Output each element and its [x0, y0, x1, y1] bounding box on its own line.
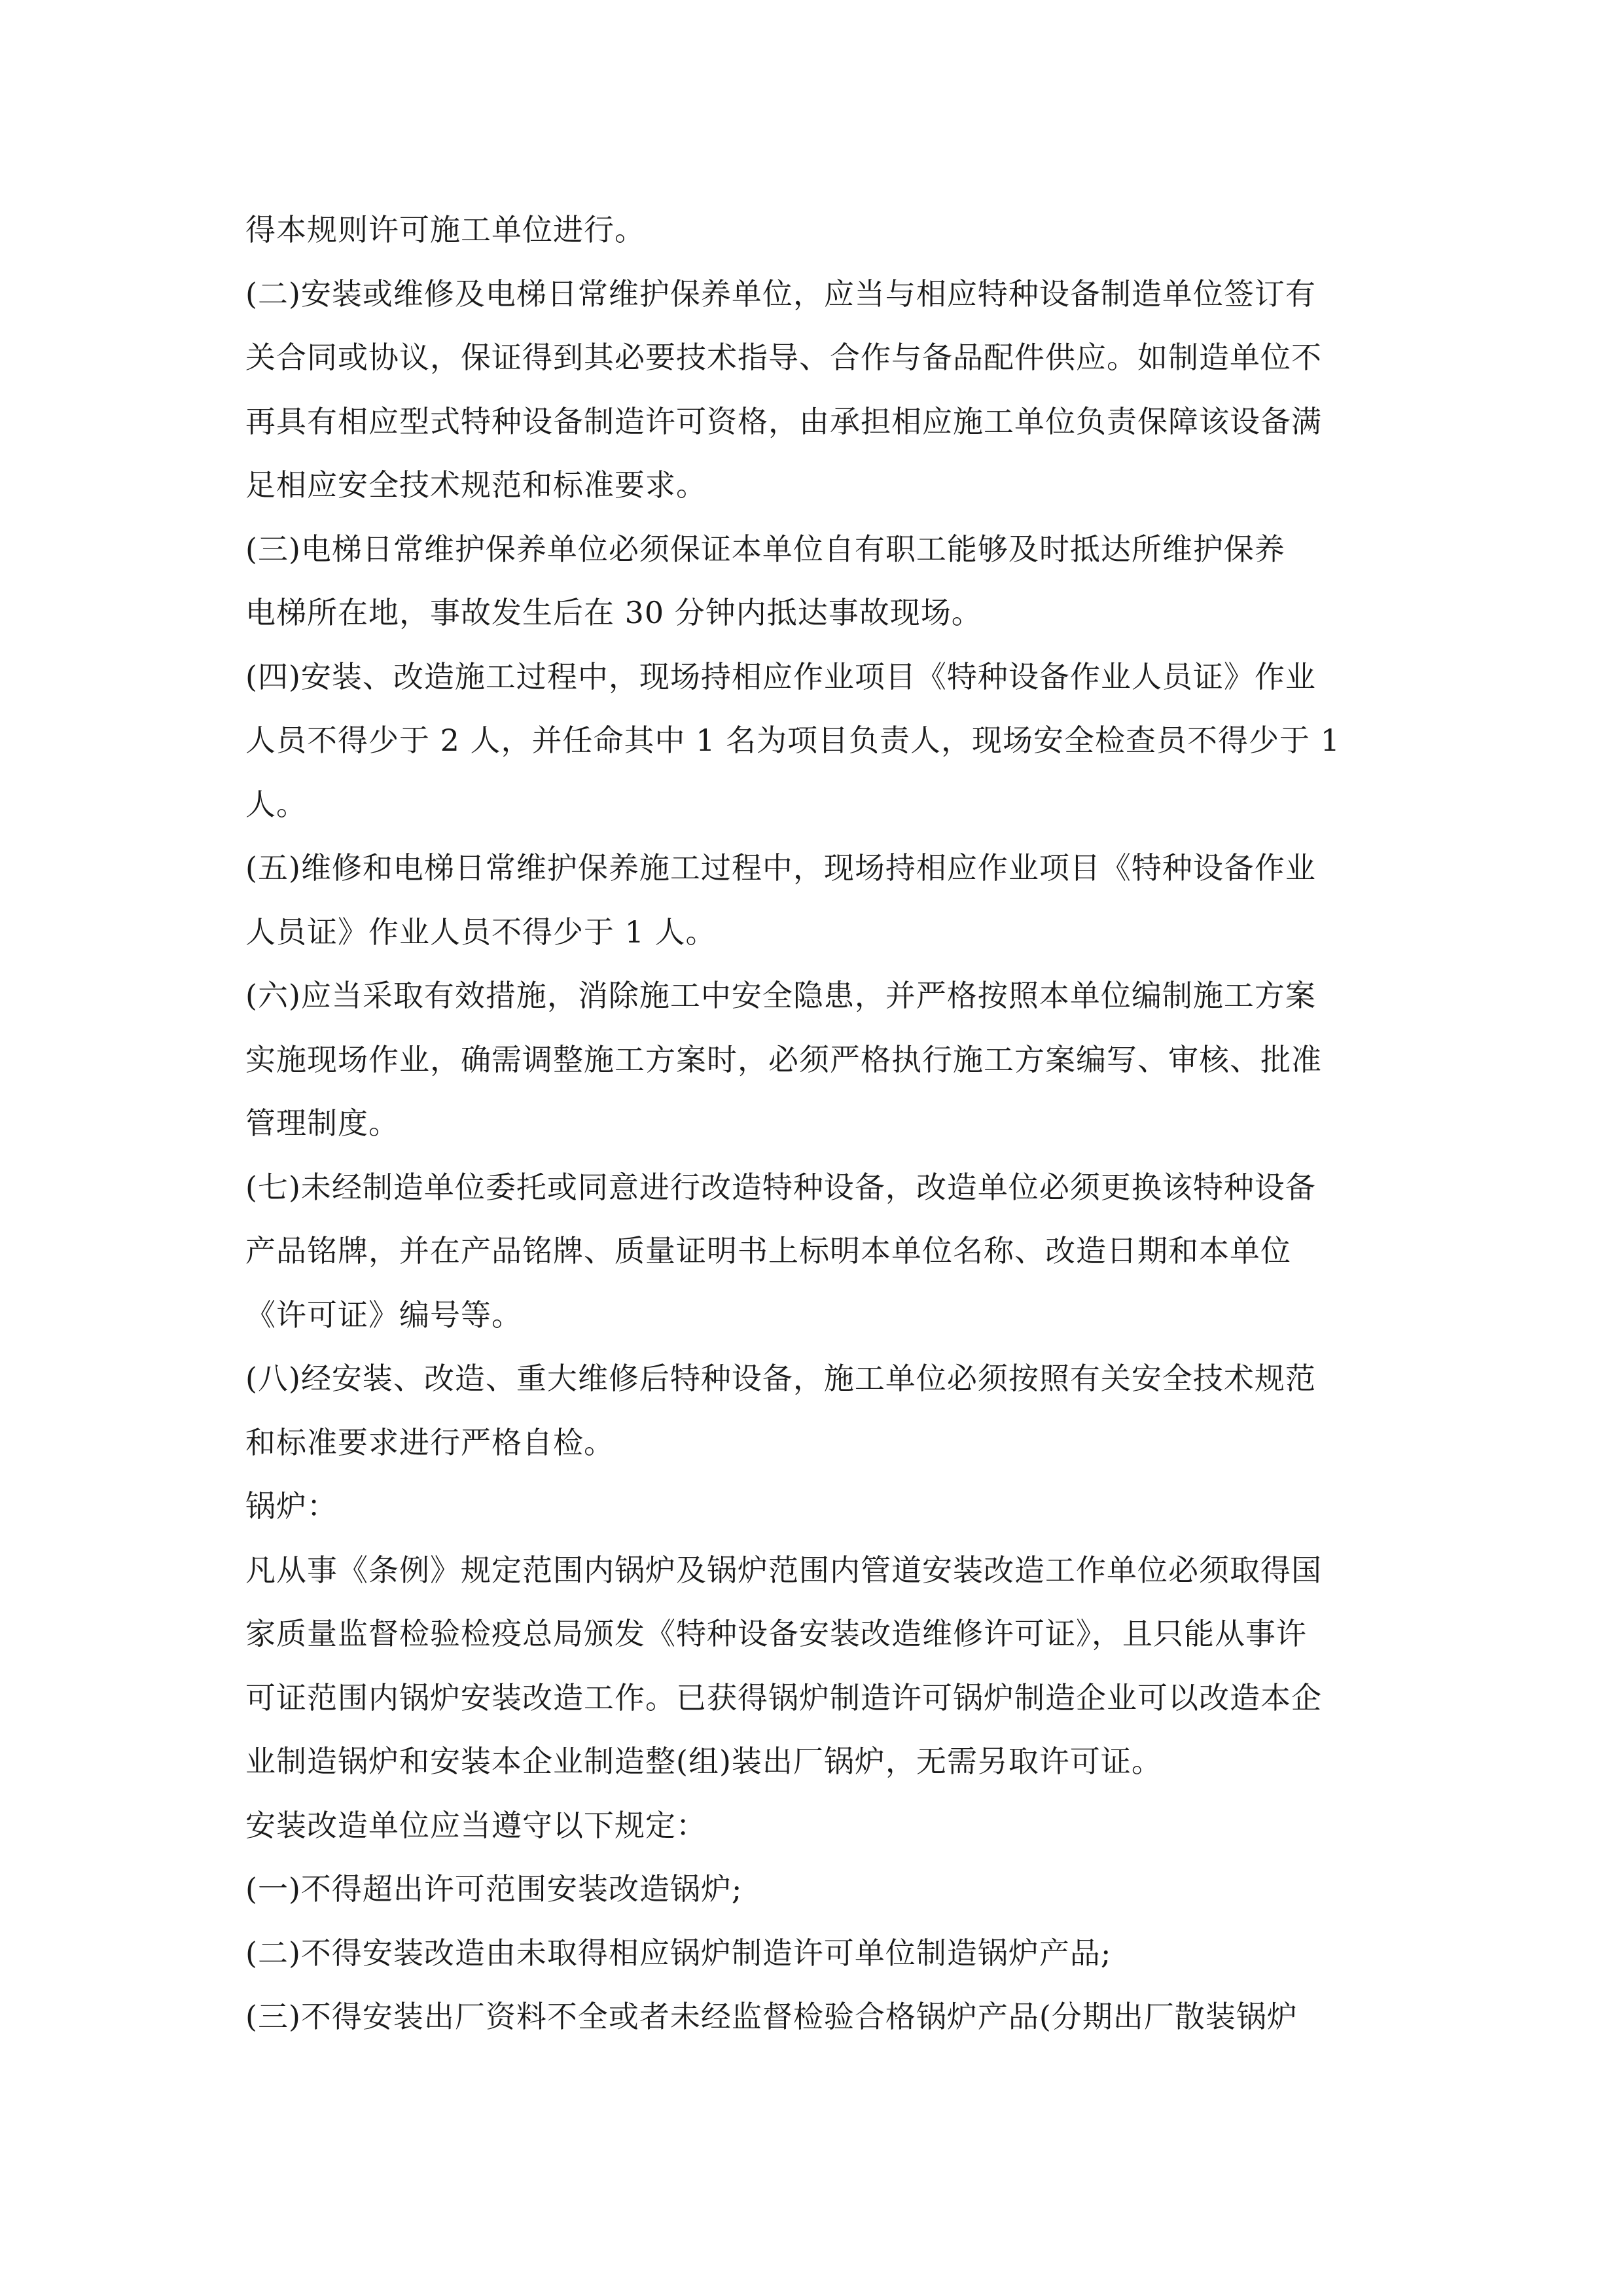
text-line: (四)安装、改造施工过程中，现场持相应作业项目《特种设备作业人员证》作业: [245, 658, 1316, 694]
text-line: (六)应当采取有效措施，消除施工中安全隐患，并严格按照本单位编制施工方案: [245, 978, 1316, 1013]
text-line: 得本规则许可施工单位进行。: [245, 212, 645, 247]
text-line: 锅炉：: [245, 1488, 338, 1524]
text-line: (八)经安装、改造、重大维修后特种设备，施工单位必须按照有关安全技术规范: [245, 1361, 1316, 1396]
paragraph: [245, 1922, 1384, 1986]
paragraph: [245, 198, 1384, 262]
text-line: (七)未经制造单位委托或同意进行改造特种设备，改造单位必须更换该特种设备: [245, 1169, 1316, 1205]
text-line: 安装改造单位应当遵守以下规定：: [245, 1807, 707, 1843]
text-line: 和标准要求进行严格自检。: [245, 1424, 615, 1460]
text-line: 可证范围内锅炉安装改造工作。已获得锅炉制造许可锅炉制造企业可以改造本企: [245, 1679, 1322, 1715]
text-line: 关合同或协议，保证得到其必要技术指导、合作与备品配件供应。如制造单位不: [245, 340, 1322, 375]
text-line: 实施现场作业，确需调整施工方案时，必须严格执行施工方案编写、审核、批准: [245, 1041, 1322, 1077]
paragraph: [245, 1985, 1384, 2049]
text-line: 人员不得少于 2 人，并任命其中 1 名为项目负责人，现场安全检查员不得少于 1: [245, 723, 1340, 758]
paragraph: [245, 1794, 1384, 1858]
text-line: (五)维修和电梯日常维护保养施工过程中，现场持相应作业项目《特种设备作业: [245, 850, 1316, 886]
paragraph: [245, 518, 1384, 645]
text-line: 产品铭牌，并在产品铭牌、质量证明书上标明本单位名称、改造日期和本单位: [245, 1233, 1291, 1268]
text-line: 家质量监督检验检疫总局颁发《特种设备安装改造维修许可证》，且只能从事许: [245, 1616, 1307, 1651]
text-line: 管理制度。: [245, 1105, 399, 1141]
text-line: (三)电梯日常维护保养单位必须保证本单位自有职工能够及时抵达所维护保养: [245, 531, 1285, 567]
paragraph: [245, 1539, 1384, 1794]
text-line: 人员证》作业人员不得少于 1 人。: [245, 914, 717, 950]
text-line: (一)不得超出许可范围安装改造锅炉;: [245, 1871, 743, 1907]
text-line: 再具有相应型式特种设备制造许可资格，由承担相应施工单位负责保障该设备满: [245, 403, 1322, 439]
paragraph: [245, 262, 1384, 518]
text-line: (三)不得安装出厂资料不全或者未经监督检验合格锅炉产品(分期出厂散装锅炉: [245, 1999, 1298, 2034]
paragraph: [245, 836, 1384, 964]
text-line: 电梯所在地，事故发生后在 30 分钟内抵达事故现场。: [245, 595, 982, 630]
paragraph: [245, 1156, 1384, 1348]
text-line: 足相应安全技术规范和标准要求。: [245, 467, 707, 503]
paragraph: [245, 1475, 1384, 1539]
text-line: (二)安装或维修及电梯日常维护保养单位，应当与相应特种设备制造单位签订有: [245, 276, 1316, 312]
paragraph: [245, 645, 1384, 837]
text-line: 业制造锅炉和安装本企业制造整(组)装出厂锅炉，无需另取许可证。: [245, 1744, 1162, 1779]
text-line: 《许可证》编号等。: [245, 1297, 522, 1333]
paragraph: [245, 1857, 1384, 1922]
paragraph: [245, 964, 1384, 1156]
text-line: 人。: [245, 786, 307, 822]
document-body: [245, 198, 1384, 2049]
text-line: (二)不得安装改造由未取得相应锅炉制造许可单位制造锅炉产品;: [245, 1935, 1112, 1971]
paragraph: [245, 1347, 1384, 1475]
text-line: 凡从事《条例》规定范围内锅炉及锅炉范围内管道安装改造工作单位必须取得国: [245, 1552, 1322, 1588]
